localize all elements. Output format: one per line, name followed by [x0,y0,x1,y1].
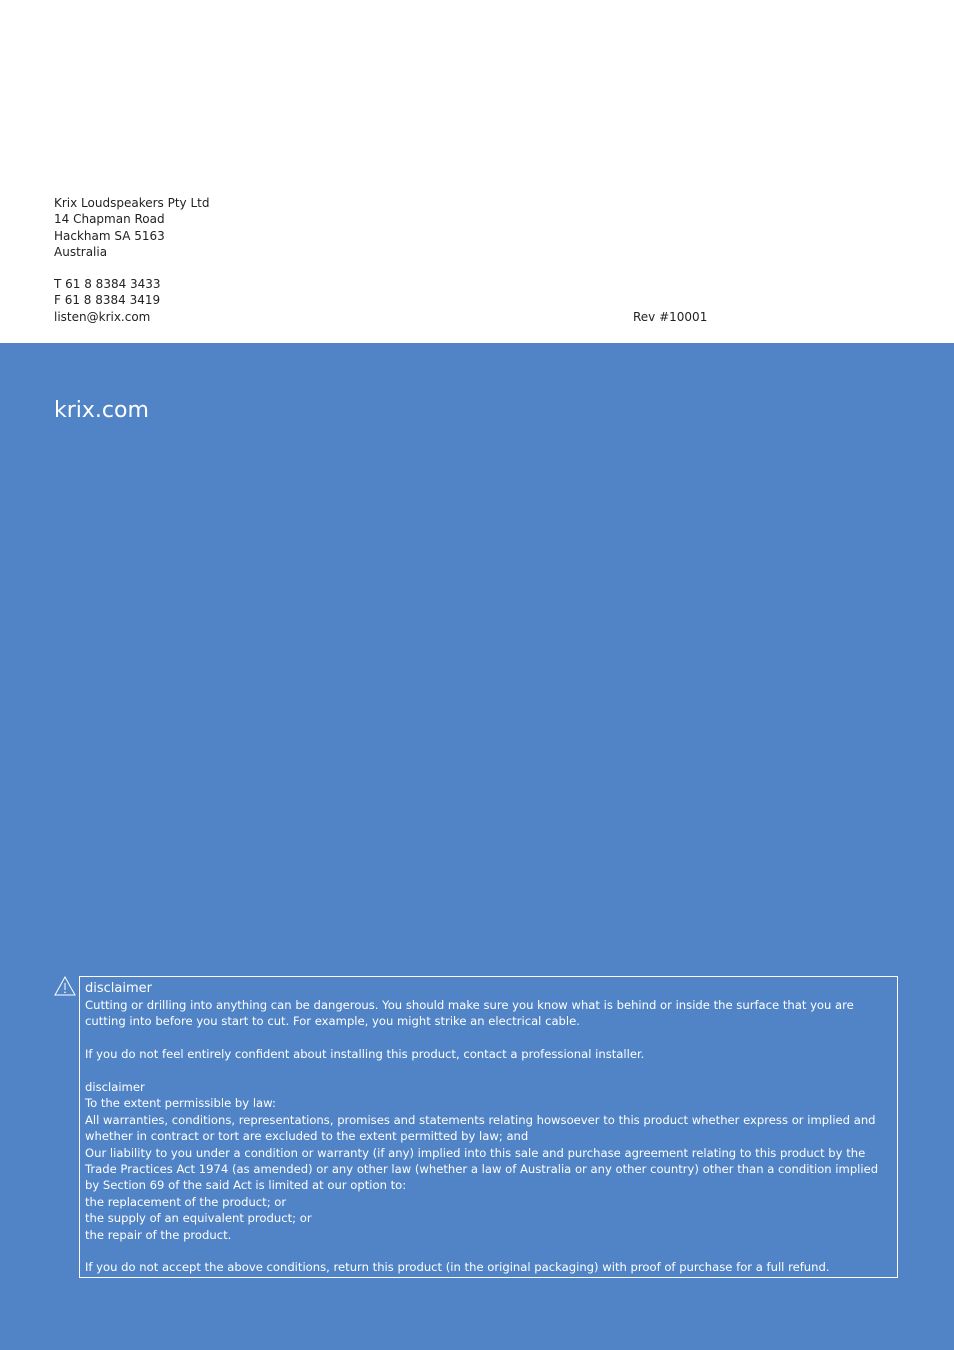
warning-icon [54,976,76,996]
option-2: the supply of an equivalent product; or [85,1211,312,1226]
city-address: Hackham SA 5163 [54,228,165,243]
street-address: 14 Chapman Road [54,212,165,227]
phone-number: T 61 8 8384 3433 [54,277,161,292]
revision-number: Rev #10001 [633,310,708,324]
blue-panel [0,343,954,1350]
country: Australia [54,244,108,259]
disclaimer-subtitle: disclaimer [85,1080,145,1094]
clause-2: Our liability to you under a condition or warranty (if any) implied into this sale and purchase agreement relating to this product by the Trade Practices Act 1974 (as amended) or any other law (whether a law of Australia or any other country) other than a condition implied by Section 69 of the said Act is limited at our option to: [85,1145,879,1193]
email-address[interactable]: listen@krix.com [54,309,151,324]
fax-number: F 61 8 8384 3419 [54,293,161,308]
contact-address [54,195,209,325]
option-1: the replacement of the product; or [85,1194,287,1209]
company-name: Krix Loudspeakers Pty Ltd [54,196,210,210]
option-3: the repair of the product. [85,1227,232,1242]
website-link[interactable]: krix.com [54,398,149,423]
warning-paragraph-2: If you do not feel entirely confident about installing this product, contact a professional installer. [85,1047,645,1062]
refund-paragraph: If you do not accept the above conditions, return this product (in the original packaging) with proof of purchase for a full refund. [85,1260,830,1275]
law-intro: To the extent permissible by law: [85,1096,276,1111]
warning-paragraph-1: Cutting or drilling into anything can be dangerous. You should make sure you know what is behind or inside the surface that you are cutting into before you start to cut. For example, you might strike an electrical cable. [85,998,854,1029]
clause-1: All warranties, conditions, representations, promises and statements relating howsoever to this product whether express or implied and whether in contract or tort are excluded to the extent permitted by law; and [85,1112,876,1144]
disclaimer-title: disclaimer [85,981,152,996]
disclaimer-box [79,976,898,1278]
